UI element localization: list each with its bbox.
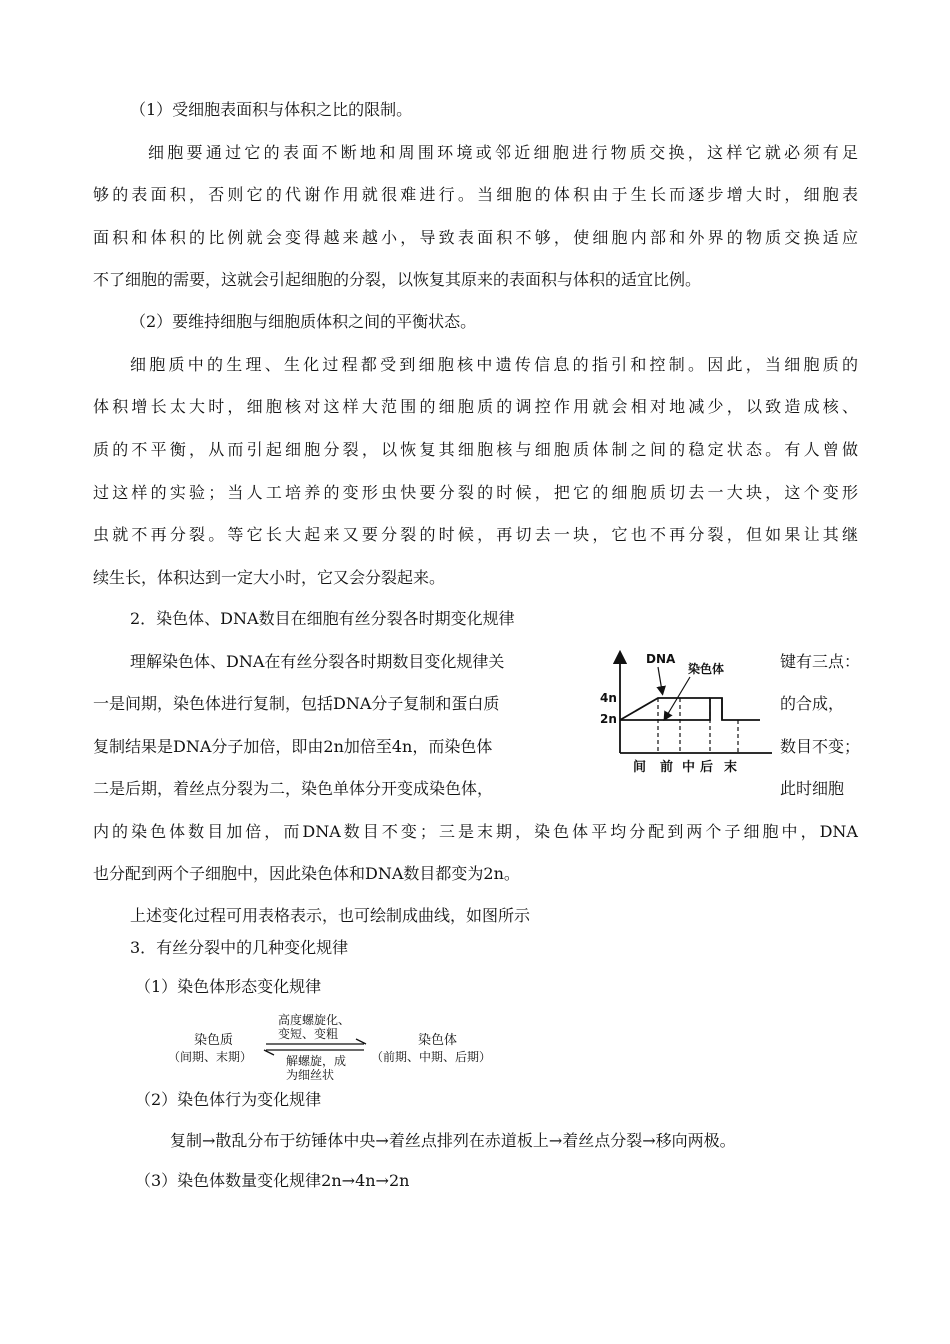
- paragraph-line: 虫就不再分裂。等它长大起来又要分裂的时候，再切去一块，它也不再分裂，但如果让其继: [93, 525, 858, 544]
- dna-pointer: [658, 667, 662, 691]
- paragraph-line: 复制结果是DNA分子加倍，即由2n加倍至4n，而染色体: [93, 737, 493, 756]
- chromatin-chromosome-diagram: [168, 1010, 528, 1080]
- paragraph-line: 也分配到两个子细胞中，因此染色体和DNA数目都变为2n。: [93, 864, 520, 883]
- paragraph-line: 不了细胞的需要，这就会引起细胞的分裂，以恢复其原来的表面积与体积的适宜比例。: [93, 270, 702, 289]
- chromosome-phases: （前期、中期、后期）: [371, 1050, 492, 1064]
- paragraph-line: 理解染色体、DNA在有丝分裂各时期数目变化规律关: [130, 652, 505, 671]
- decondense-label-1: 解螺旋，成: [286, 1054, 347, 1068]
- paragraph-line: 细胞质中的生理、生化过程都受到细胞核中遗传信息的指引和控制。因此，当细胞质的: [130, 355, 858, 374]
- dna-chromosome-figure: [600, 643, 775, 778]
- paragraph-line-right: 键有三点：: [780, 652, 861, 671]
- backward-arrowhead: [264, 1050, 274, 1055]
- y-label-4n: 4n: [600, 691, 617, 705]
- heading-morphology: （1）染色体形态变化规律: [135, 977, 322, 996]
- x-label-prophase: 前: [660, 760, 674, 775]
- paragraph-line: 过这样的实验；当人工培养的变形虫快要分裂的时候，把它的细胞质切去一大块，这个变形: [93, 483, 858, 502]
- heading-surface-volume: （1）受细胞表面积与体积之比的限制。: [130, 100, 413, 119]
- x-label-interphase: 间: [633, 760, 647, 775]
- chromosome-curve: [620, 698, 760, 720]
- heading-section-3: 3．有丝分裂中的几种变化规律: [130, 938, 349, 957]
- chromatin-phases: （间期、末期）: [168, 1050, 253, 1064]
- paragraph-line: 面积和体积的比例就会变得越来越小，导致表面积不够，使细胞内部和外界的物质交换适应: [93, 228, 858, 247]
- heading-nucleus-cytoplasm: （2）要维持细胞与细胞质体积之间的平衡状态。: [130, 312, 477, 331]
- paragraph-line-right: 数目不变；: [780, 737, 861, 756]
- paragraph-line-right: 的合成，: [780, 694, 845, 713]
- chromosome-pointer: [666, 677, 690, 717]
- paragraph-line: 一是间期，染色体进行复制，包括DNA分子复制和蛋白质: [93, 694, 500, 713]
- x-label-telophase: 末: [724, 760, 738, 775]
- paragraph-line: 内的染色体数目加倍，而DNA数目不变；三是末期，染色体平均分配到两个子细胞中，DNA: [93, 822, 858, 841]
- paragraph-line: 体积增长太大时，细胞核对这样大范围的细胞质的调控作用就会相对地减少，以致造成核、: [93, 397, 858, 416]
- paragraph-line: 细胞要通过它的表面不断地和周围环境或邻近细胞进行物质交换，这样它就必须有足: [148, 143, 858, 162]
- heading-quantity: （3）染色体数量变化规律2n→4n→2n: [135, 1171, 410, 1190]
- y-label-2n: 2n: [600, 712, 617, 726]
- paragraph-line: 复制→散乱分布于纺锤体中央→着丝点排列在赤道板上→着丝点分裂→移向两极。: [170, 1131, 736, 1150]
- paragraph-line: 上述变化过程可用表格表示，也可绘制成曲线，如图所示: [130, 906, 531, 925]
- paragraph-line: 质的不平衡，从而引起细胞分裂，以恢复其细胞核与细胞质体制之间的稳定状态。有人曾做: [93, 440, 858, 459]
- chromatin-label: 染色质: [194, 1033, 234, 1048]
- chromosome-label: 染色体: [418, 1033, 458, 1048]
- paragraph-line: 够的表面积，否则它的代谢作用就很难进行。当细胞的体积由于生长而逐步增大时，细胞表: [93, 185, 858, 204]
- x-label-anaphase: 后: [700, 760, 714, 775]
- paragraph-line: 续生长，体积达到一定大小时，它又会分裂起来。: [93, 568, 446, 587]
- heading-section-2: 2．染色体、DNA数目在细胞有丝分裂各时期变化规律: [130, 609, 515, 628]
- forward-arrowhead: [356, 1039, 366, 1044]
- paragraph-line: 二是后期，着丝点分裂为二，染色单体分开变成染色体，: [93, 779, 494, 798]
- heading-behavior: （2）染色体行为变化规律: [135, 1090, 322, 1109]
- dna-label: DNA: [646, 652, 676, 666]
- x-label-metaphase: 中: [682, 760, 696, 775]
- decondense-label-2: 为细丝状: [286, 1068, 335, 1080]
- paragraph-line-right: 此时细胞: [780, 779, 845, 798]
- chromosome-label: 染色体: [688, 662, 725, 676]
- condense-label-1: 高度螺旋化、: [278, 1013, 351, 1027]
- dna-curve: [620, 698, 710, 720]
- condense-label-2: 变短、变粗: [278, 1027, 339, 1041]
